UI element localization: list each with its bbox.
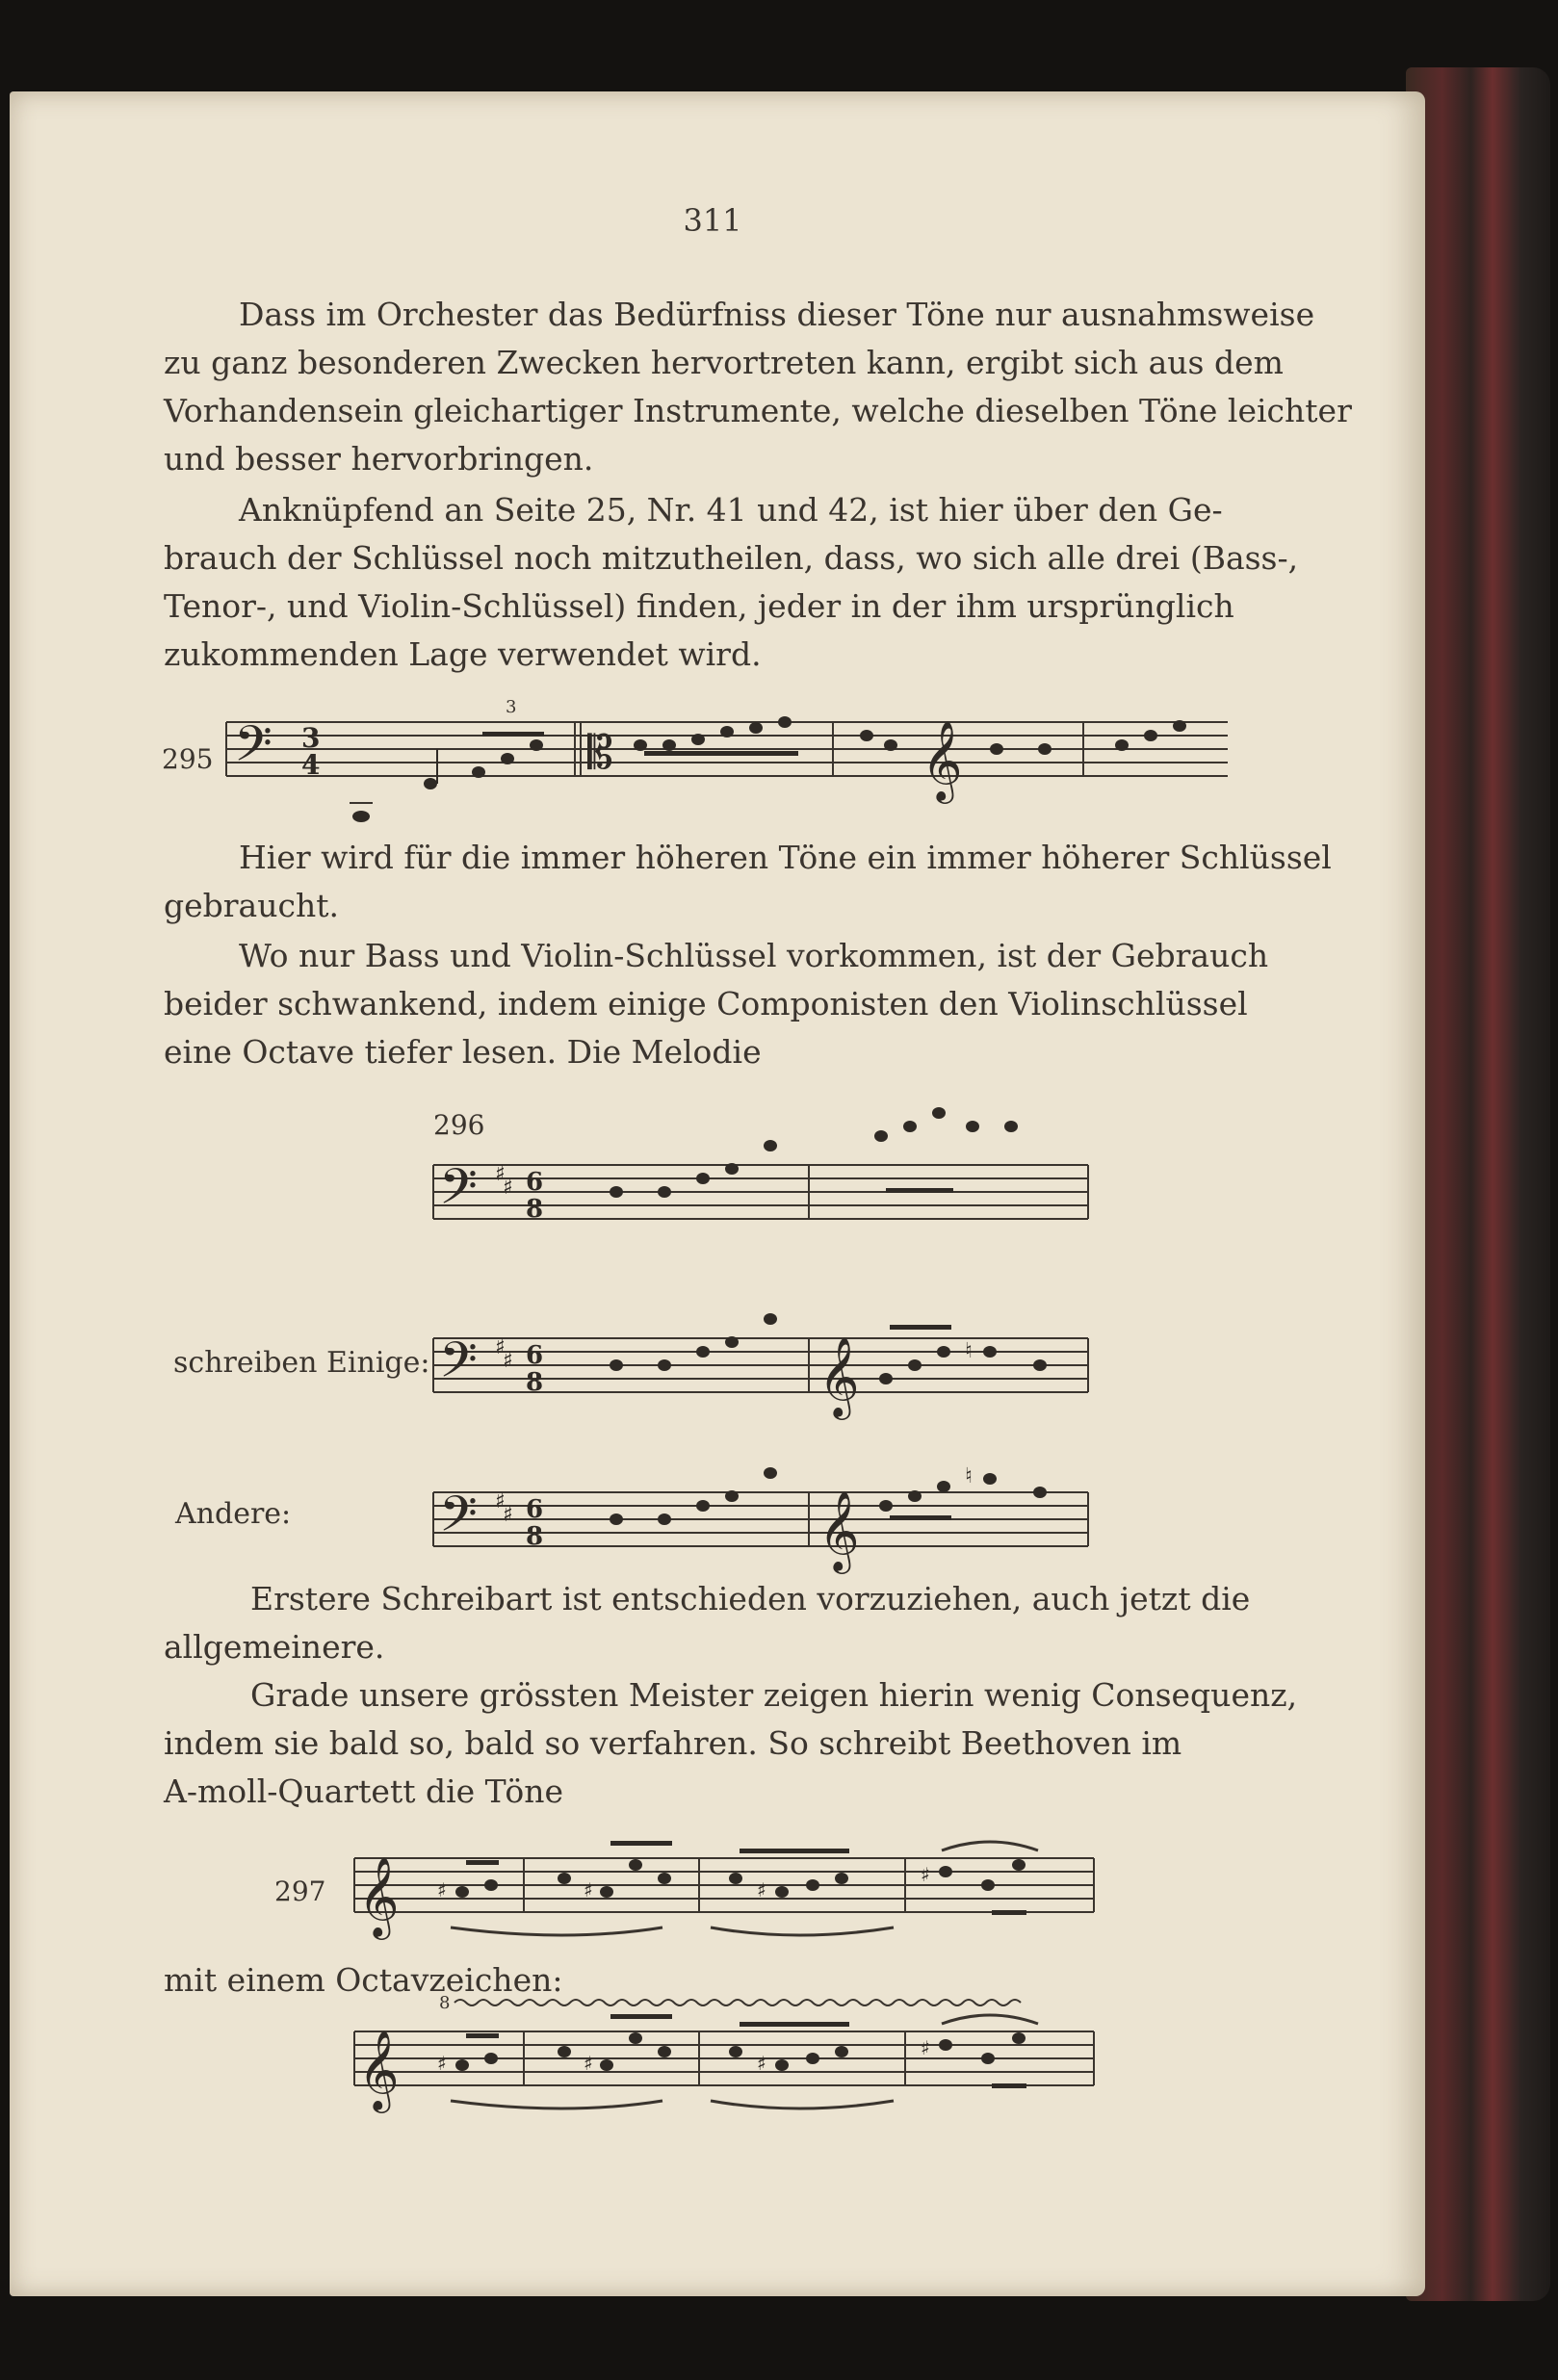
time-signature-bottom: 8 — [526, 1522, 544, 1551]
text-line: brauch der Schlüssel noch mitzutheilen, dass, wo sich alle drei (Bass-, — [164, 539, 1299, 577]
text-line: Anknüpfend an Seite 25, Nr. 41 und 42, ist hier über den Ge- — [239, 491, 1223, 529]
octave-mark: 8 — [439, 1993, 451, 2013]
text-line: zu ganz besonderen Zwecken hervortreten kann, ergibt sich aus dem — [164, 344, 1284, 381]
sharp-icon: ♯ — [495, 1334, 506, 1359]
treble-clef-icon: 𝄞 — [922, 719, 963, 800]
paragraph-5 — [164, 1575, 1271, 1671]
paragraph-1 — [164, 291, 1352, 483]
music-example-296c — [433, 1463, 1088, 1579]
natural-icon: ♮ — [965, 1338, 973, 1363]
music-example-296b — [433, 1319, 1088, 1425]
notes-295 — [350, 716, 1186, 822]
example-number-297: 297 — [274, 1876, 326, 1907]
notes-297 — [437, 1841, 1026, 1915]
slur — [451, 1927, 662, 1935]
text-line: mit einem Octavzeichen: — [164, 1961, 563, 1999]
text-line: Grade unsere grössten Meister zeigen hierin wenig Consequenz, — [250, 1676, 1298, 1714]
text-line: und besser hervorbringen. — [164, 440, 594, 478]
text-line: Wo nur Bass und Violin-Schlüssel vorkommen, ist der Gebrauch — [239, 937, 1269, 974]
sharp-icon: ♯ — [921, 2036, 930, 2059]
treble-clef-icon: 𝄞 — [818, 1489, 860, 1570]
bass-clef-icon: 𝄢 — [234, 714, 273, 785]
treble-clef-icon: 𝄞 — [358, 1855, 400, 1936]
book-binding — [1406, 67, 1550, 2301]
time-signature-top: 6 — [526, 1341, 544, 1370]
label-andere: Andere: — [175, 1497, 292, 1531]
text-line: Dass im Orchester das Bedürfniss dieser Töne nur ausnahmsweise — [239, 296, 1315, 333]
sharp-icon: ♯ — [495, 1161, 506, 1186]
slur — [942, 2015, 1038, 2024]
tenor-clef-icon: 𝄡 — [587, 726, 613, 780]
sharp-icon: ♯ — [437, 2052, 447, 2075]
time-signature-top: 6 — [526, 1495, 544, 1524]
sharp-icon: ♯ — [757, 1878, 766, 1901]
bass-clef-icon: 𝄢 — [439, 1331, 478, 1401]
page-number: 311 — [683, 202, 742, 239]
bass-clef-icon: 𝄢 — [439, 1157, 478, 1228]
sharp-icon: ♯ — [503, 1348, 513, 1373]
music-example-295 — [226, 697, 1228, 818]
example-number-296: 296 — [433, 1109, 485, 1141]
sharp-icon: ♯ — [495, 1488, 506, 1513]
text-line: A-moll-Quartett die Töne — [164, 1772, 564, 1810]
paragraph-3 — [164, 834, 1332, 930]
slur — [711, 1927, 894, 1935]
text-line: zukommenden Lage verwendet wird. — [164, 635, 762, 673]
time-signature-bottom: 4 — [301, 749, 321, 781]
time-signature-bottom: 8 — [526, 1195, 544, 1224]
music-example-296 — [433, 1146, 1088, 1252]
natural-icon: ♮ — [965, 1463, 973, 1488]
time-signature-top: 6 — [526, 1168, 544, 1197]
text-line: eine Octave tiefer lesen. Die Melodie — [164, 1033, 762, 1071]
paragraph-6 — [164, 1671, 1298, 1816]
music-example-297b — [354, 1993, 1094, 2118]
sharp-icon: ♯ — [437, 1878, 447, 1901]
paragraph-2 — [164, 486, 1299, 679]
slur — [711, 2101, 894, 2108]
music-example-297 — [354, 1839, 1094, 1945]
sharp-icon: ♯ — [757, 2052, 766, 2075]
text-line: beider schwankend, indem einige Componisten den Violinschlüssel — [164, 985, 1248, 1022]
triplet-mark: 3 — [506, 697, 517, 717]
label-schreiben-einige: schreiben Einige: — [173, 1346, 430, 1380]
time-signature-bottom: 8 — [526, 1368, 544, 1397]
sharp-icon: ♯ — [503, 1175, 513, 1200]
text-line: Erstere Schreibart ist entschieden vorzuziehen, auch jetzt die — [250, 1580, 1251, 1617]
notes-296b — [610, 1313, 1047, 1420]
treble-clef-icon: 𝄞 — [358, 2029, 400, 2109]
text-line: Vorhandensein gleichartiger Instrumente, welche dieselben Töne leichter — [164, 392, 1352, 429]
text-line: Hier wird für die immer höheren Töne ein immer höherer Schlüssel — [239, 839, 1332, 876]
octave-line — [454, 2000, 1021, 2005]
sharp-icon: ♯ — [921, 1863, 930, 1886]
text-line: allgemeinere. — [164, 1628, 385, 1666]
example-number-295: 295 — [162, 743, 214, 775]
sharp-icon: ♯ — [584, 2052, 593, 2075]
bass-clef-icon: 𝄢 — [439, 1485, 478, 1555]
treble-clef-icon: 𝄞 — [818, 1335, 860, 1416]
sharp-icon: ♯ — [503, 1502, 513, 1527]
paragraph-4 — [164, 932, 1271, 1076]
text-line: Tenor-, und Violin-Schlüssel) finden, jeder in der ihm ursprünglich — [164, 587, 1234, 625]
time-signature-top: 3 — [301, 722, 321, 754]
slur — [451, 2101, 662, 2108]
sharp-icon: ♯ — [584, 1878, 593, 1901]
notes-297b — [437, 2014, 1026, 2088]
text-line: gebraucht. — [164, 887, 339, 924]
text-line: indem sie bald so, bald so verfahren. So schreibt Beethoven im — [164, 1724, 1182, 1762]
slur — [942, 1842, 1038, 1850]
